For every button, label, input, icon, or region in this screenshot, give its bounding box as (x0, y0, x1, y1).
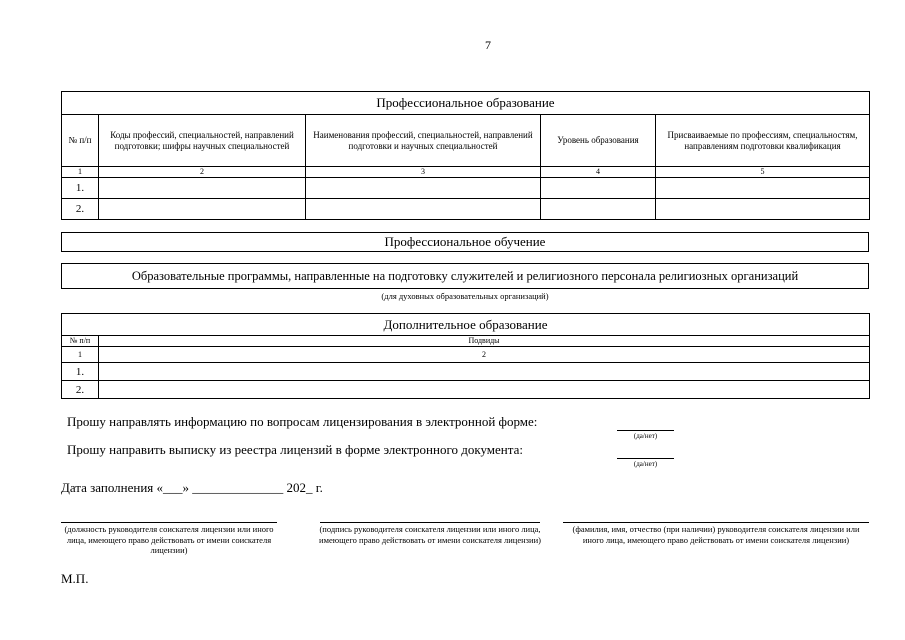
row-number: 1. (62, 178, 99, 199)
position-caption: (должность руководителя соискателя лицензии или иного лица, имеющего право действовать от имени соискателя лицензии) (64, 524, 274, 555)
signature-caption: (подпись руководителя соискателя лицензии или иного лица, имеющего право действовать от имени соискателя лицензии) (319, 524, 541, 545)
table-cell[interactable] (306, 199, 541, 220)
stamp-label: М.П. (61, 571, 89, 586)
table-cell[interactable] (541, 199, 656, 220)
row-number: 1. (62, 363, 99, 381)
column-header-number: № п/п (62, 336, 99, 347)
column-header-names: Наименования профессий, специальностей, направлений подготовки и научных специальностей (306, 115, 541, 167)
name-caption: (фамилия, имя, отчество (при наличии) руководителя соискателя лицензии или иного лица, имеющего право действовать от имени соискателя лицензии) (572, 524, 860, 545)
professional-training-box: Профессиональное обучение (61, 232, 869, 252)
table-cell[interactable] (99, 381, 870, 399)
column-number: 1 (62, 347, 99, 363)
extract-answer-field[interactable] (617, 445, 674, 459)
column-header-qualification: Присваиваемые по профессиям, специальностям, направлениям подготовки квалификация (656, 115, 870, 167)
professional-education-table (61, 91, 870, 220)
column-header-level: Уровень образования (541, 115, 656, 167)
additional-education-table (61, 313, 870, 399)
electronic-info-answer-field[interactable] (617, 416, 674, 431)
table-cell[interactable] (656, 199, 870, 220)
column-number: 5 (656, 167, 870, 178)
electronic-info-request: Прошу направлять информацию по вопросам лицензирования в электронной форме: (67, 414, 538, 429)
religious-programs-note: (для духовных образовательных организаций) (381, 291, 549, 301)
table-cell[interactable] (656, 178, 870, 199)
table-row (62, 178, 870, 199)
additional-education-title: Дополнительное образование (62, 314, 870, 336)
table-cell[interactable] (99, 178, 306, 199)
column-header-number: № п/п (62, 115, 99, 167)
signature-line[interactable] (320, 522, 540, 523)
table-cell[interactable] (99, 363, 870, 381)
extract-hint: (да/нет) (633, 460, 658, 468)
professional-education-title: Профессиональное образование (62, 92, 870, 115)
table-cell[interactable] (306, 178, 541, 199)
electronic-info-hint: (да/нет) (633, 432, 658, 440)
position-signature-line[interactable] (61, 522, 277, 523)
column-header-subtypes: Подвиды (99, 336, 870, 347)
column-number: 1 (62, 167, 99, 178)
page-number: 7 (485, 38, 491, 52)
column-number: 2 (99, 347, 870, 363)
extract-request: Прошу направить выписку из реестра лицензий в форме электронного документа: (67, 442, 523, 457)
column-number: 2 (99, 167, 306, 178)
column-number: 3 (306, 167, 541, 178)
table-row (62, 199, 870, 220)
row-number: 2. (62, 381, 99, 399)
column-number: 4 (541, 167, 656, 178)
religious-programs-box: Образовательные программы, направленные на подготовку служителей и религиозного персонала религиозных организаций (61, 263, 869, 289)
table-row (62, 381, 870, 399)
table-cell[interactable] (99, 199, 306, 220)
column-header-codes: Коды профессий, специальностей, направлений подготовки; шифры научных специальностей (99, 115, 306, 167)
date-line: Дата заполнения «___» ______________ 202_ г. (61, 480, 323, 495)
row-number: 2. (62, 199, 99, 220)
table-row (62, 363, 870, 381)
name-signature-line[interactable] (563, 522, 869, 523)
table-cell[interactable] (541, 178, 656, 199)
